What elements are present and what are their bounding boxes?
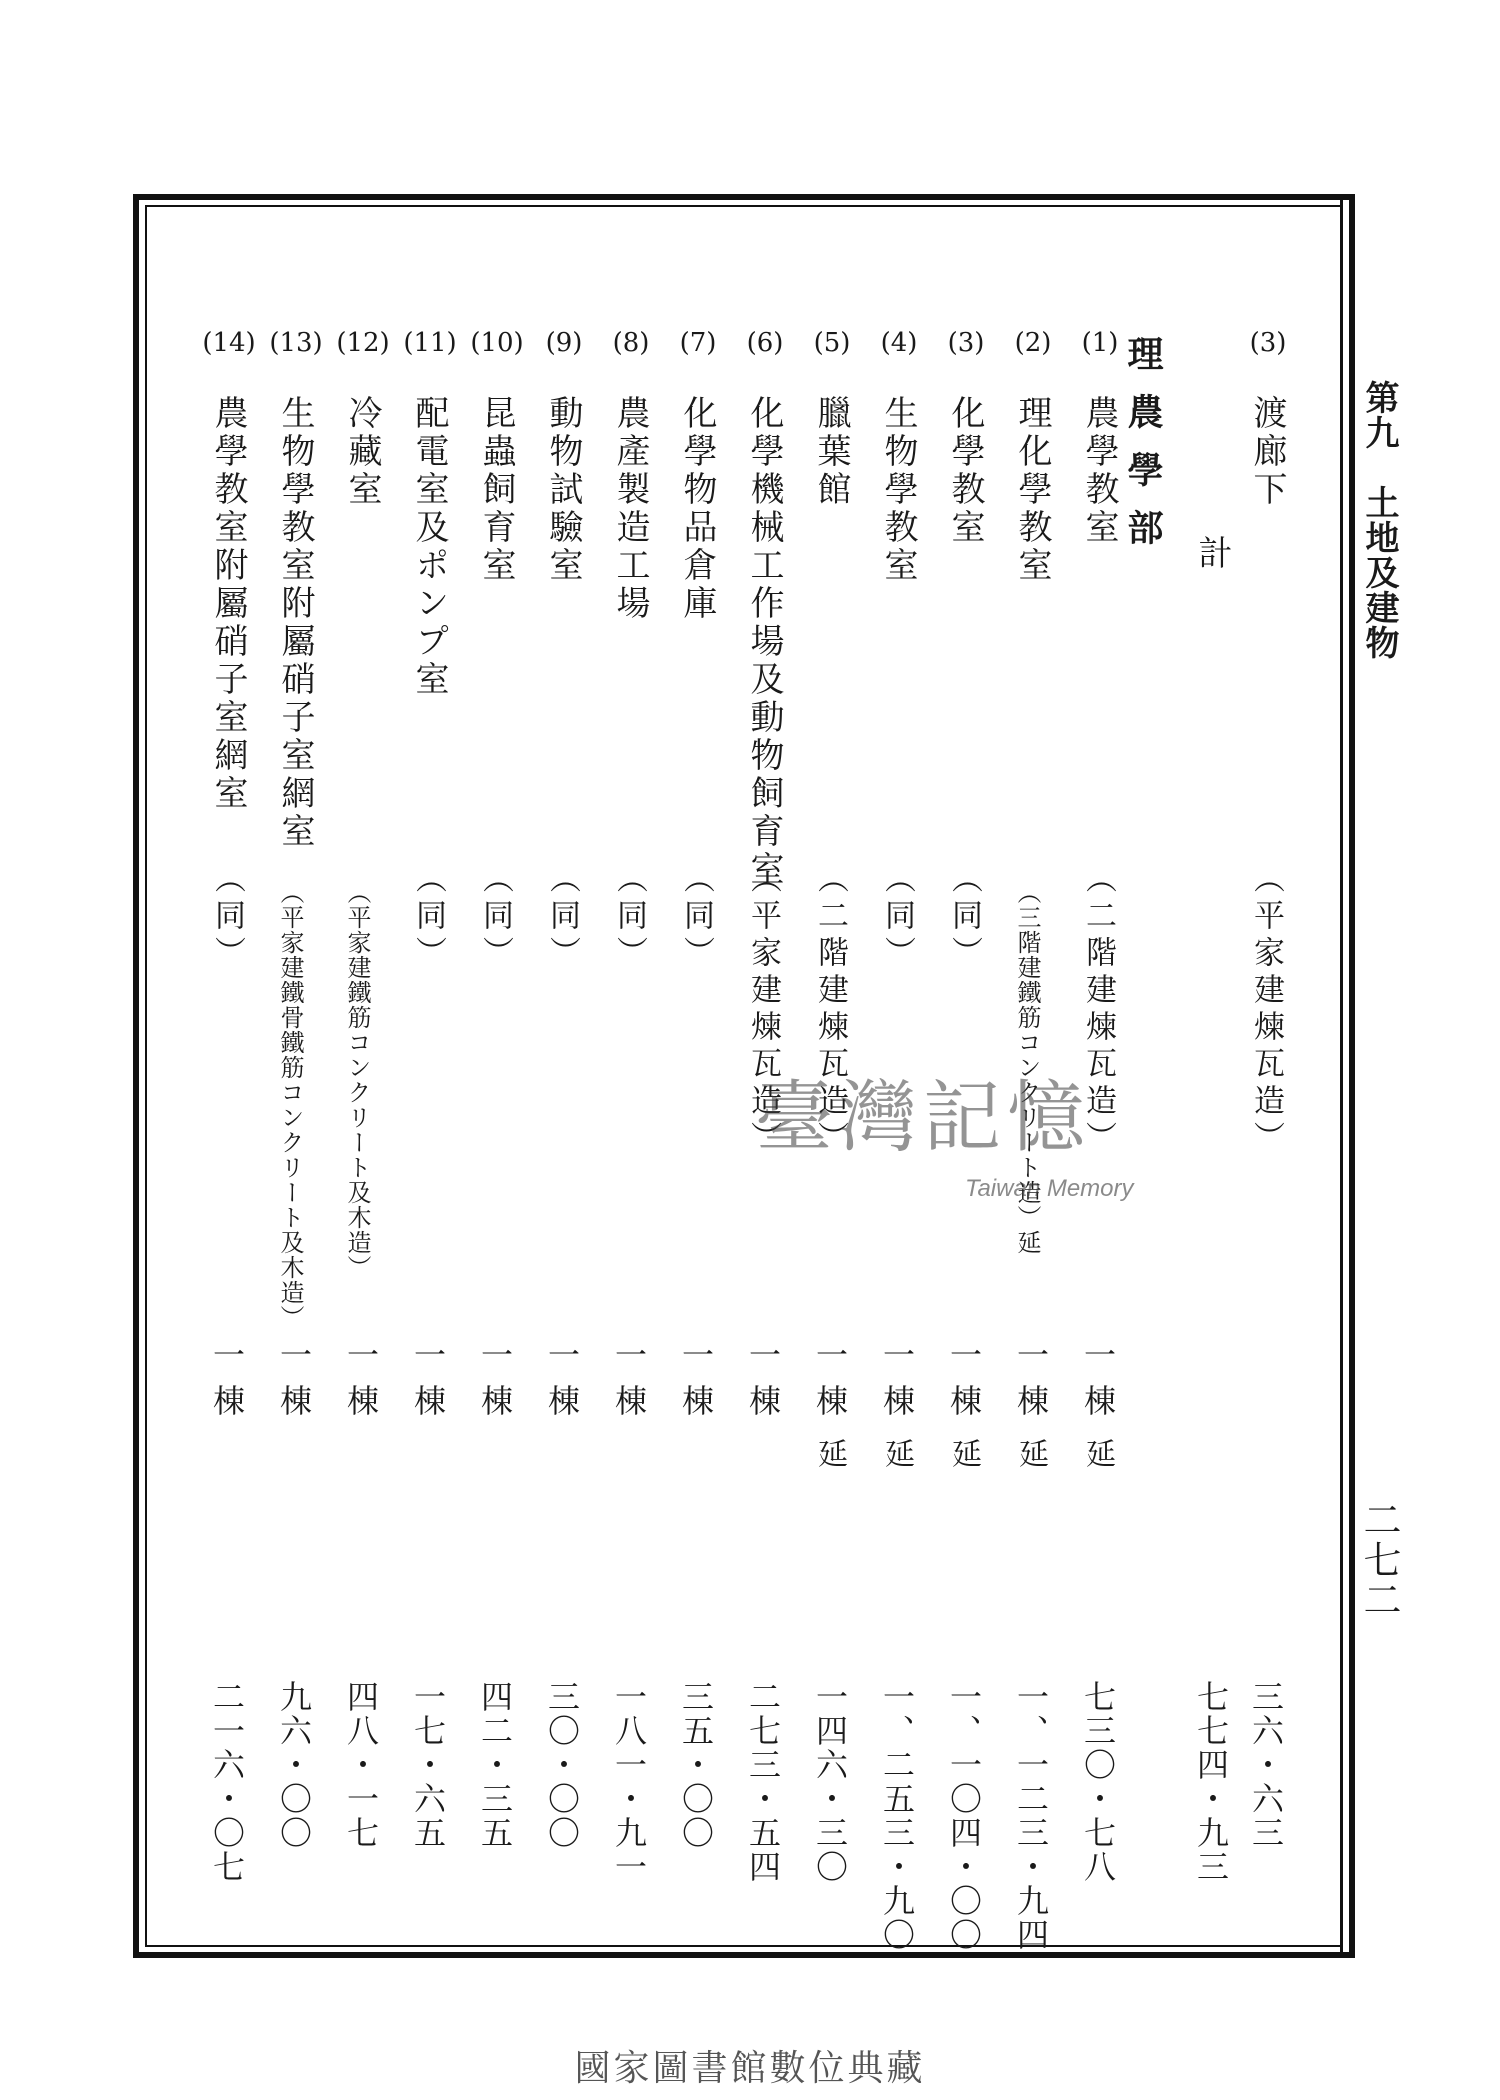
row-name: 配電室及ポンプ室	[409, 395, 449, 699]
entry-name: 渡廊下	[1247, 395, 1287, 509]
row-count: 一棟	[945, 1338, 983, 1430]
row-extension: 延	[1080, 1438, 1115, 1468]
row-count: 一棟	[543, 1338, 581, 1430]
watermark-subtext: Taiwan Memory	[965, 1175, 1134, 1202]
section-title: 理農學部	[1122, 335, 1164, 567]
row-count: 一棟	[610, 1338, 648, 1430]
row-value: 一八一・九一	[610, 1680, 648, 1884]
row-number: (10)	[470, 328, 524, 358]
row-number: (7)	[679, 328, 717, 358]
row-count: 一棟	[208, 1338, 246, 1430]
chapter-header: 第九 土地及建物	[1359, 380, 1399, 660]
row-number: (8)	[612, 328, 650, 358]
row-extension: 延	[812, 1438, 847, 1468]
row-value: 三〇・〇〇	[543, 1680, 581, 1850]
row-construction: （同）	[611, 862, 647, 973]
row-number: (3)	[947, 328, 985, 358]
entry-construction: （平家建煉瓦造）	[1248, 862, 1284, 1158]
row-extension: 延	[946, 1438, 981, 1468]
row-number: (13)	[269, 328, 323, 358]
row-value: 二七三・五四	[744, 1680, 782, 1884]
row-value: 四八・一七	[342, 1680, 380, 1850]
header-rule	[1340, 196, 1343, 1956]
row-count: 一棟	[677, 1338, 715, 1430]
row-extension: 延	[879, 1438, 914, 1468]
entry-number: (3)	[1249, 328, 1287, 358]
row-count: 一棟	[342, 1338, 380, 1430]
total-value: 七七四・九三	[1192, 1680, 1230, 1884]
row-construction: （同）	[477, 862, 513, 973]
row-number: (2)	[1014, 328, 1052, 358]
row-name: 化學物品倉庫	[677, 395, 717, 623]
row-value: 二一六・〇七	[208, 1680, 246, 1884]
row-name: 動物試驗室	[543, 395, 583, 585]
row-construction: （平家建鐵骨鐵筋コンクリート及木造）	[276, 880, 304, 1330]
row-construction: （平家建煉瓦造）	[745, 862, 781, 1158]
row-number: (9)	[545, 328, 583, 358]
row-construction: （三階建鐵筋コンクリート造）延	[1013, 880, 1041, 1255]
row-value: 七三〇・七八	[1079, 1680, 1117, 1884]
row-construction: （同）	[879, 862, 915, 973]
row-name: 農學教室	[1079, 395, 1119, 547]
row-number: (4)	[880, 328, 918, 358]
row-number: (6)	[746, 328, 784, 358]
row-construction: （同）	[946, 862, 982, 973]
row-number: (1)	[1081, 328, 1119, 358]
row-value: 一、二五三・九〇	[878, 1680, 916, 1952]
row-value: 一七・六五	[409, 1680, 447, 1850]
row-construction: （同）	[678, 862, 714, 973]
row-count: 一棟	[744, 1338, 782, 1430]
watermark: 臺灣記憶	[755, 1073, 1092, 1163]
row-value: 九六・〇〇	[275, 1680, 313, 1850]
row-count: 一棟	[1012, 1338, 1050, 1430]
row-count: 一棟	[409, 1338, 447, 1430]
row-name: 農產製造工場	[610, 395, 650, 623]
row-number: (11)	[403, 328, 457, 358]
row-name: 生物學教室	[878, 395, 918, 585]
row-count: 一棟	[811, 1338, 849, 1430]
page-number: 二七二	[1357, 1500, 1401, 1620]
row-name: 冷藏室	[342, 395, 382, 509]
entry-value: 三六・六三	[1247, 1680, 1285, 1850]
row-value: 四二・三五	[476, 1680, 514, 1850]
row-number: (12)	[336, 328, 390, 358]
row-name: 生物學教室附屬硝子室網室	[275, 395, 315, 851]
row-construction: （同）	[544, 862, 580, 973]
row-count: 一棟	[1079, 1338, 1117, 1430]
row-count: 一棟	[878, 1338, 916, 1430]
row-value: 一、一〇四・〇〇	[945, 1680, 983, 1952]
total-label: 計	[1192, 535, 1232, 569]
row-name: 理化學教室	[1012, 395, 1052, 585]
row-name: 昆蟲飼育室	[476, 395, 516, 585]
row-count: 一棟	[275, 1338, 313, 1430]
row-construction: （同）	[209, 862, 245, 973]
row-name: 化學機械工作場及動物飼育室	[744, 395, 784, 889]
row-count: 一棟	[476, 1338, 514, 1430]
row-construction: （平家建鐵筋コンクリート及木造）	[343, 880, 371, 1280]
row-construction: （二階建煉瓦造）	[812, 862, 848, 1158]
row-value: 一四六・三〇	[811, 1680, 849, 1884]
row-name: 農學教室附屬硝子室網室	[208, 395, 248, 813]
row-name: 臘葉館	[811, 395, 851, 509]
row-number: (5)	[813, 328, 851, 358]
row-name: 化學教室	[945, 395, 985, 547]
row-construction: （同）	[410, 862, 446, 973]
row-extension: 延	[1013, 1438, 1048, 1468]
row-number: (14)	[202, 328, 256, 358]
footer-credit: 國家圖書館數位典藏	[574, 2048, 926, 2089]
row-value: 三五・〇〇	[677, 1680, 715, 1850]
row-value: 一、一二三・九四	[1012, 1680, 1050, 1952]
row-construction: （二階建煉瓦造）	[1080, 862, 1116, 1158]
